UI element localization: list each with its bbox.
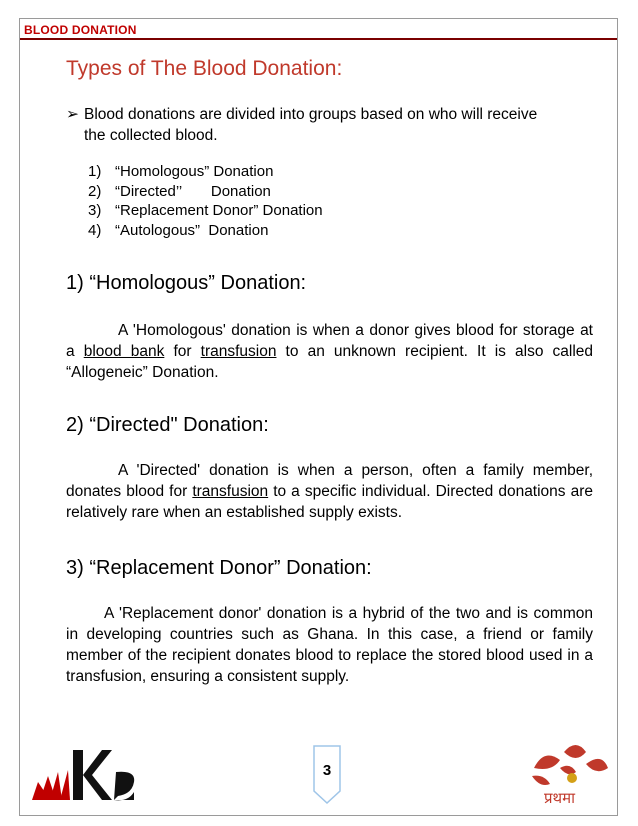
logo-right-text: प्रथमा [544,789,575,807]
intro-line-2: the collected blood. [84,127,218,144]
header-rule [20,38,617,40]
section-heading-replacement: 3) “Replacement Donor” Donation: [66,557,372,579]
blood-bank-link[interactable]: blood bank [83,343,165,360]
intro-line-1: Blood donations are divided into groups based on who will receive [84,106,538,123]
paragraph-directed: A 'Directed' donation is when a person, often a family member, donates blood for transfusion to a specific individual. Directed donations are relatively rare when an established supply exists. [66,462,594,521]
donation-types-list [88,162,323,240]
transfusion-link[interactable]: transfusion [192,483,269,500]
page-title: Types of The Blood Donation: [66,57,343,80]
page-number: 3 [322,762,332,779]
list-item: 1) “Homologous” Donation [88,163,274,180]
header-label: BLOOD DONATION [24,23,137,37]
section-heading-homologous: 1) “Homologous” Donation: [66,272,307,294]
ks-logo [30,742,138,807]
transfusion-link[interactable]: transfusion [200,343,277,360]
list-item: 2) “Directed’’ Donation [88,182,271,200]
paragraph-homologous: A 'Homologous' donation is when a donor gives blood for storage at a blood bank for transfusion to an unknown recipient. It is also called “Allogeneic” Donation. [66,322,594,381]
section-heading-directed: 2) “Directed" Donation: [66,414,269,436]
arrow-bullet-icon: ➢ [66,106,79,123]
list-item: 3) “Replacement Donor” Donation [88,202,323,219]
paragraph-replacement: A 'Replacement donor' donation is a hybrid of the two and is common in developing countries such as Ghana. In this case, a friend or family member of the recipient donates blood to replace the stored blood used in a transfusion, ensuring a consistent supply. [66,605,593,685]
list-item: 4) “Autologous” Donation [88,221,269,239]
intro-bullet [66,104,593,146]
page-number-badge [313,745,341,805]
pratham-logo [524,738,614,815]
